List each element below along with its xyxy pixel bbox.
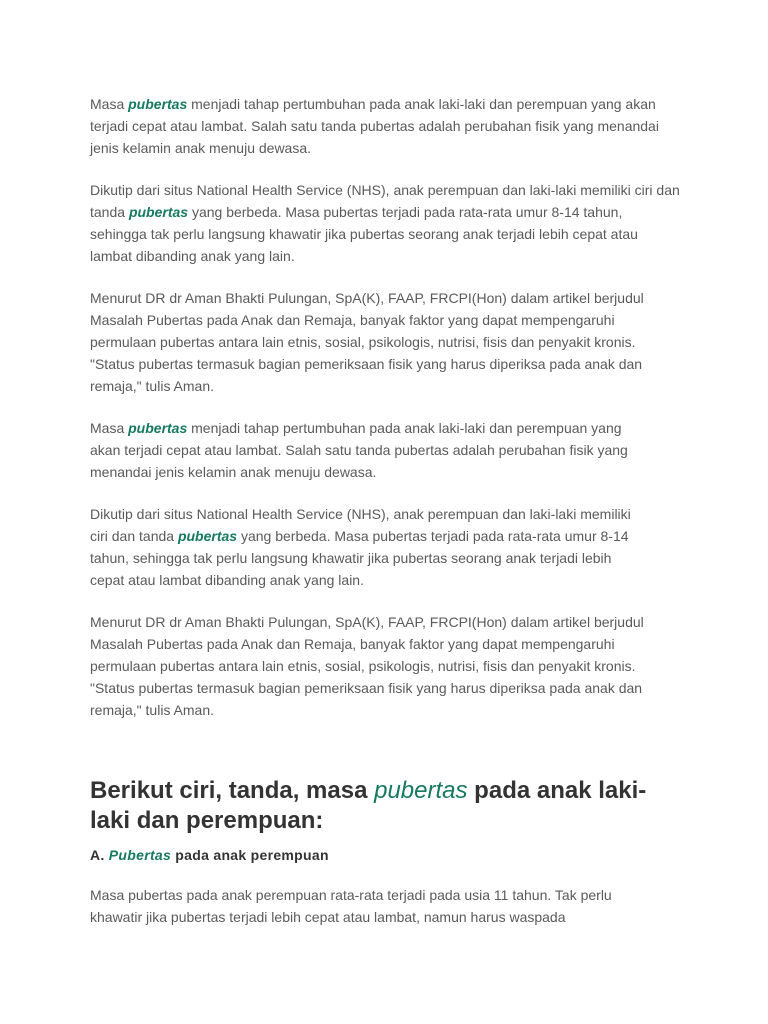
paragraph-text: menjadi tahap pertumbuhan pada anak laki-laki dan perempuan yang akan terjadi cepat atau lambat. Salah satu tanda pubertas adalah perubahan fisik yang menandai jenis kelamin anak menuju dewasa. [90, 420, 628, 480]
paragraph-2 [90, 179, 680, 267]
paragraph-text: yang berbeda. Masa pubertas terjadi pada rata-rata umur 8-14 tahun, sehingga tak perlu langsung khawatir jika pubertas seorang anak terjadi lebih cepat atau lambat dibanding anak yang lain. [90, 204, 638, 264]
paragraph-text: Masa [90, 420, 129, 436]
paragraph-text: Menurut DR dr Aman Bhakti Pulungan, SpA(K), FAAP, FRCPI(Hon) dalam artikel berjudul Masalah Pubertas pada Anak dan Remaja, banyak faktor yang dapat mempengaruhi permulaan pubertas antara lain etnis, sosial, psikologis, nutrisi, fisis dan penyakit kronis. "Status pubertas termasuk bagian pemeriksaan fisik yang harus diperiksa pada anak dan remaja," tulis Aman. [90, 290, 644, 394]
paragraph-text: Dikutip dari situs National Health Service (NHS), anak perempuan dan laki-laki memiliki ciri dan tanda [90, 182, 680, 220]
paragraph-text: Masa pubertas pada anak perempuan rata-rata terjadi pada usia 11 tahun. Tak perlu khawatir jika pubertas terjadi lebih cepat atau lambat, namun harus waspada [90, 887, 612, 925]
section-heading [90, 776, 650, 836]
paragraph-text: Menurut DR dr Aman Bhakti Pulungan, SpA(K), FAAP, FRCPI(Hon) dalam artikel berjudul Masalah Pubertas pada Anak dan Remaja, banyak faktor yang dapat mempengaruhi permulaan pubertas antara lain etnis, sosial, psikologis, nutrisi, fisis dan penyakit kronis. "Status pubertas termasuk bagian pemeriksaan fisik yang harus diperiksa pada anak dan remaja," tulis Aman. [90, 614, 644, 718]
subsection-heading [90, 844, 680, 866]
keyword-link[interactable]: pubertas [128, 204, 189, 220]
subheading-keyword-link[interactable]: Pubertas [108, 847, 172, 863]
paragraph-text: yang berbeda. Masa pubertas terjadi pada rata-rata umur 8-14 tahun, sehingga tak perlu langsung khawatir jika pubertas seorang anak terjadi lebih cepat atau lambat dibanding anak yang lain. [90, 528, 629, 588]
subheading-text: pada anak perempuan [171, 847, 329, 863]
paragraph-text: Dikutip dari situs National Health Service (NHS), anak perempuan dan laki-laki memiliki ciri dan tanda [90, 506, 631, 544]
paragraph-1 [90, 93, 680, 159]
heading-text: pada anak laki-laki dan perempuan: [90, 777, 647, 834]
paragraph-text: Masa [90, 96, 129, 112]
paragraph-5 [90, 503, 645, 591]
keyword-link[interactable]: pubertas [177, 528, 238, 544]
heading-keyword-link[interactable]: pubertas [374, 777, 468, 804]
keyword-link[interactable]: pubertas [128, 420, 188, 436]
paragraph-text: menjadi tahap pertumbuhan pada anak laki-laki dan perempuan yang akan terjadi cepat atau lambat. Salah satu tanda pubertas adalah perubahan fisik yang menandai jenis kelamin anak menuju dewasa. [90, 96, 659, 156]
keyword-link[interactable]: pubertas [128, 96, 188, 112]
paragraph-3 [90, 287, 680, 397]
heading-text: Berikut ciri, tanda, masa [90, 777, 375, 804]
article-body [90, 93, 680, 948]
paragraph-6 [90, 611, 645, 721]
subheading-prefix: A. [90, 847, 109, 863]
paragraph-4 [90, 417, 645, 483]
paragraph-7 [90, 884, 645, 928]
